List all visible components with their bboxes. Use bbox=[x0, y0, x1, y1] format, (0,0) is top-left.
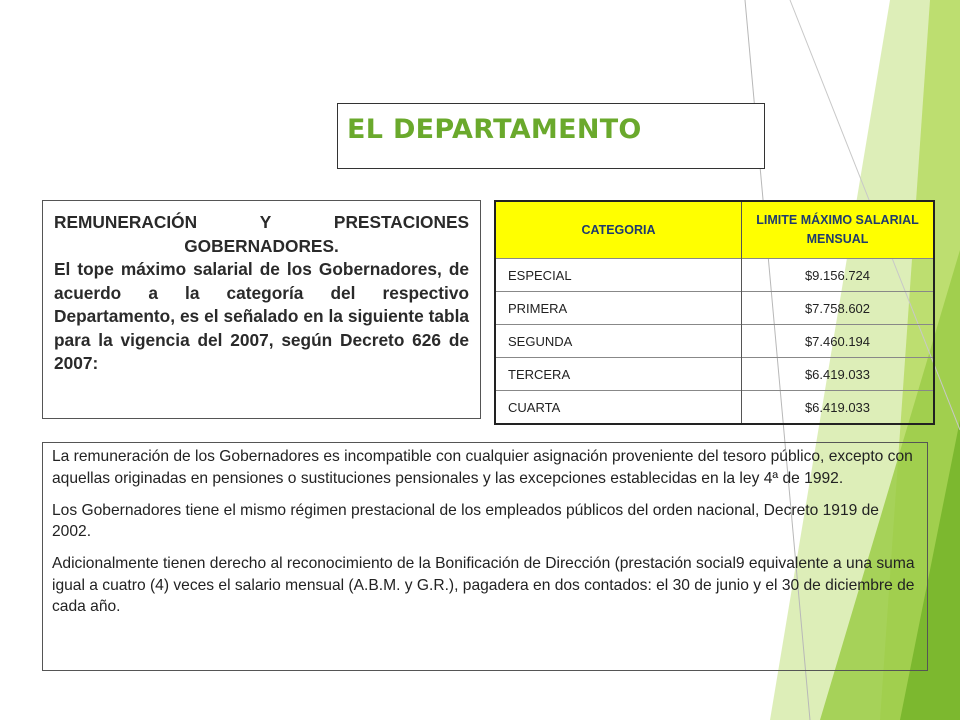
section-heading: REMUNERACIÓN Y PRESTACIONES GOBERNADORES. bbox=[54, 212, 469, 256]
remuneration-text-box bbox=[42, 200, 481, 419]
limit-cell: $6.419.033 bbox=[742, 358, 935, 391]
limit-cell: $7.758.602 bbox=[742, 292, 935, 325]
paragraph-incompatibility: La remuneración de los Gobernadores es incompatible con cualquier asignación proveniente del tesoro público, excepto con aquellas originadas en pensiones o sustituciones pensionales y las excepciones establecidas en la ley 4ª de 1992. bbox=[52, 448, 913, 487]
table-row bbox=[495, 292, 934, 325]
limit-cell: $6.419.033 bbox=[742, 391, 935, 425]
category-cell: TERCERA bbox=[495, 358, 742, 391]
category-cell: SEGUNDA bbox=[495, 325, 742, 358]
table-row bbox=[495, 325, 934, 358]
column-header-limit: LIMITE MÁXIMO SALARIAL MENSUAL bbox=[742, 201, 935, 259]
category-cell: CUARTA bbox=[495, 391, 742, 425]
paragraph-direction-bonus: Adicionalmente tienen derecho al reconocimiento de la Bonificación de Dirección (prestación social9 equivalente a una suma igual a cuatro (4) veces el salario mensual (A.B.M. y G.R.), pagadera en dos contados: el 30 de junio y el 30 de diciembre de cada año. bbox=[52, 555, 915, 615]
page-title: EL DEPARTAMENTO bbox=[347, 114, 642, 145]
table-row bbox=[495, 358, 934, 391]
category-cell: ESPECIAL bbox=[495, 259, 742, 292]
table-row bbox=[495, 259, 934, 292]
salary-category-table bbox=[494, 200, 935, 425]
limit-cell: $9.156.724 bbox=[742, 259, 935, 292]
table-header-row bbox=[495, 201, 934, 259]
column-header-category: CATEGORIA bbox=[495, 201, 742, 259]
limit-cell: $7.460.194 bbox=[742, 325, 935, 358]
category-cell: PRIMERA bbox=[495, 292, 742, 325]
incompatibility-text-box bbox=[42, 442, 928, 671]
table-row bbox=[495, 391, 934, 425]
paragraph-benefits-regime: Los Gobernadores tiene el mismo régimen prestacional de los empleados públicos del orden nacional, Decreto 1919 de 2002. bbox=[52, 501, 879, 540]
title-box bbox=[337, 103, 765, 169]
section-body: El tope máximo salarial de los Gobernadores, de acuerdo a la categoría del respectivo Departamento, es el señalado en la siguiente tabla para la vigencia del 2007, según Decreto 626 de 2007: bbox=[54, 259, 469, 373]
